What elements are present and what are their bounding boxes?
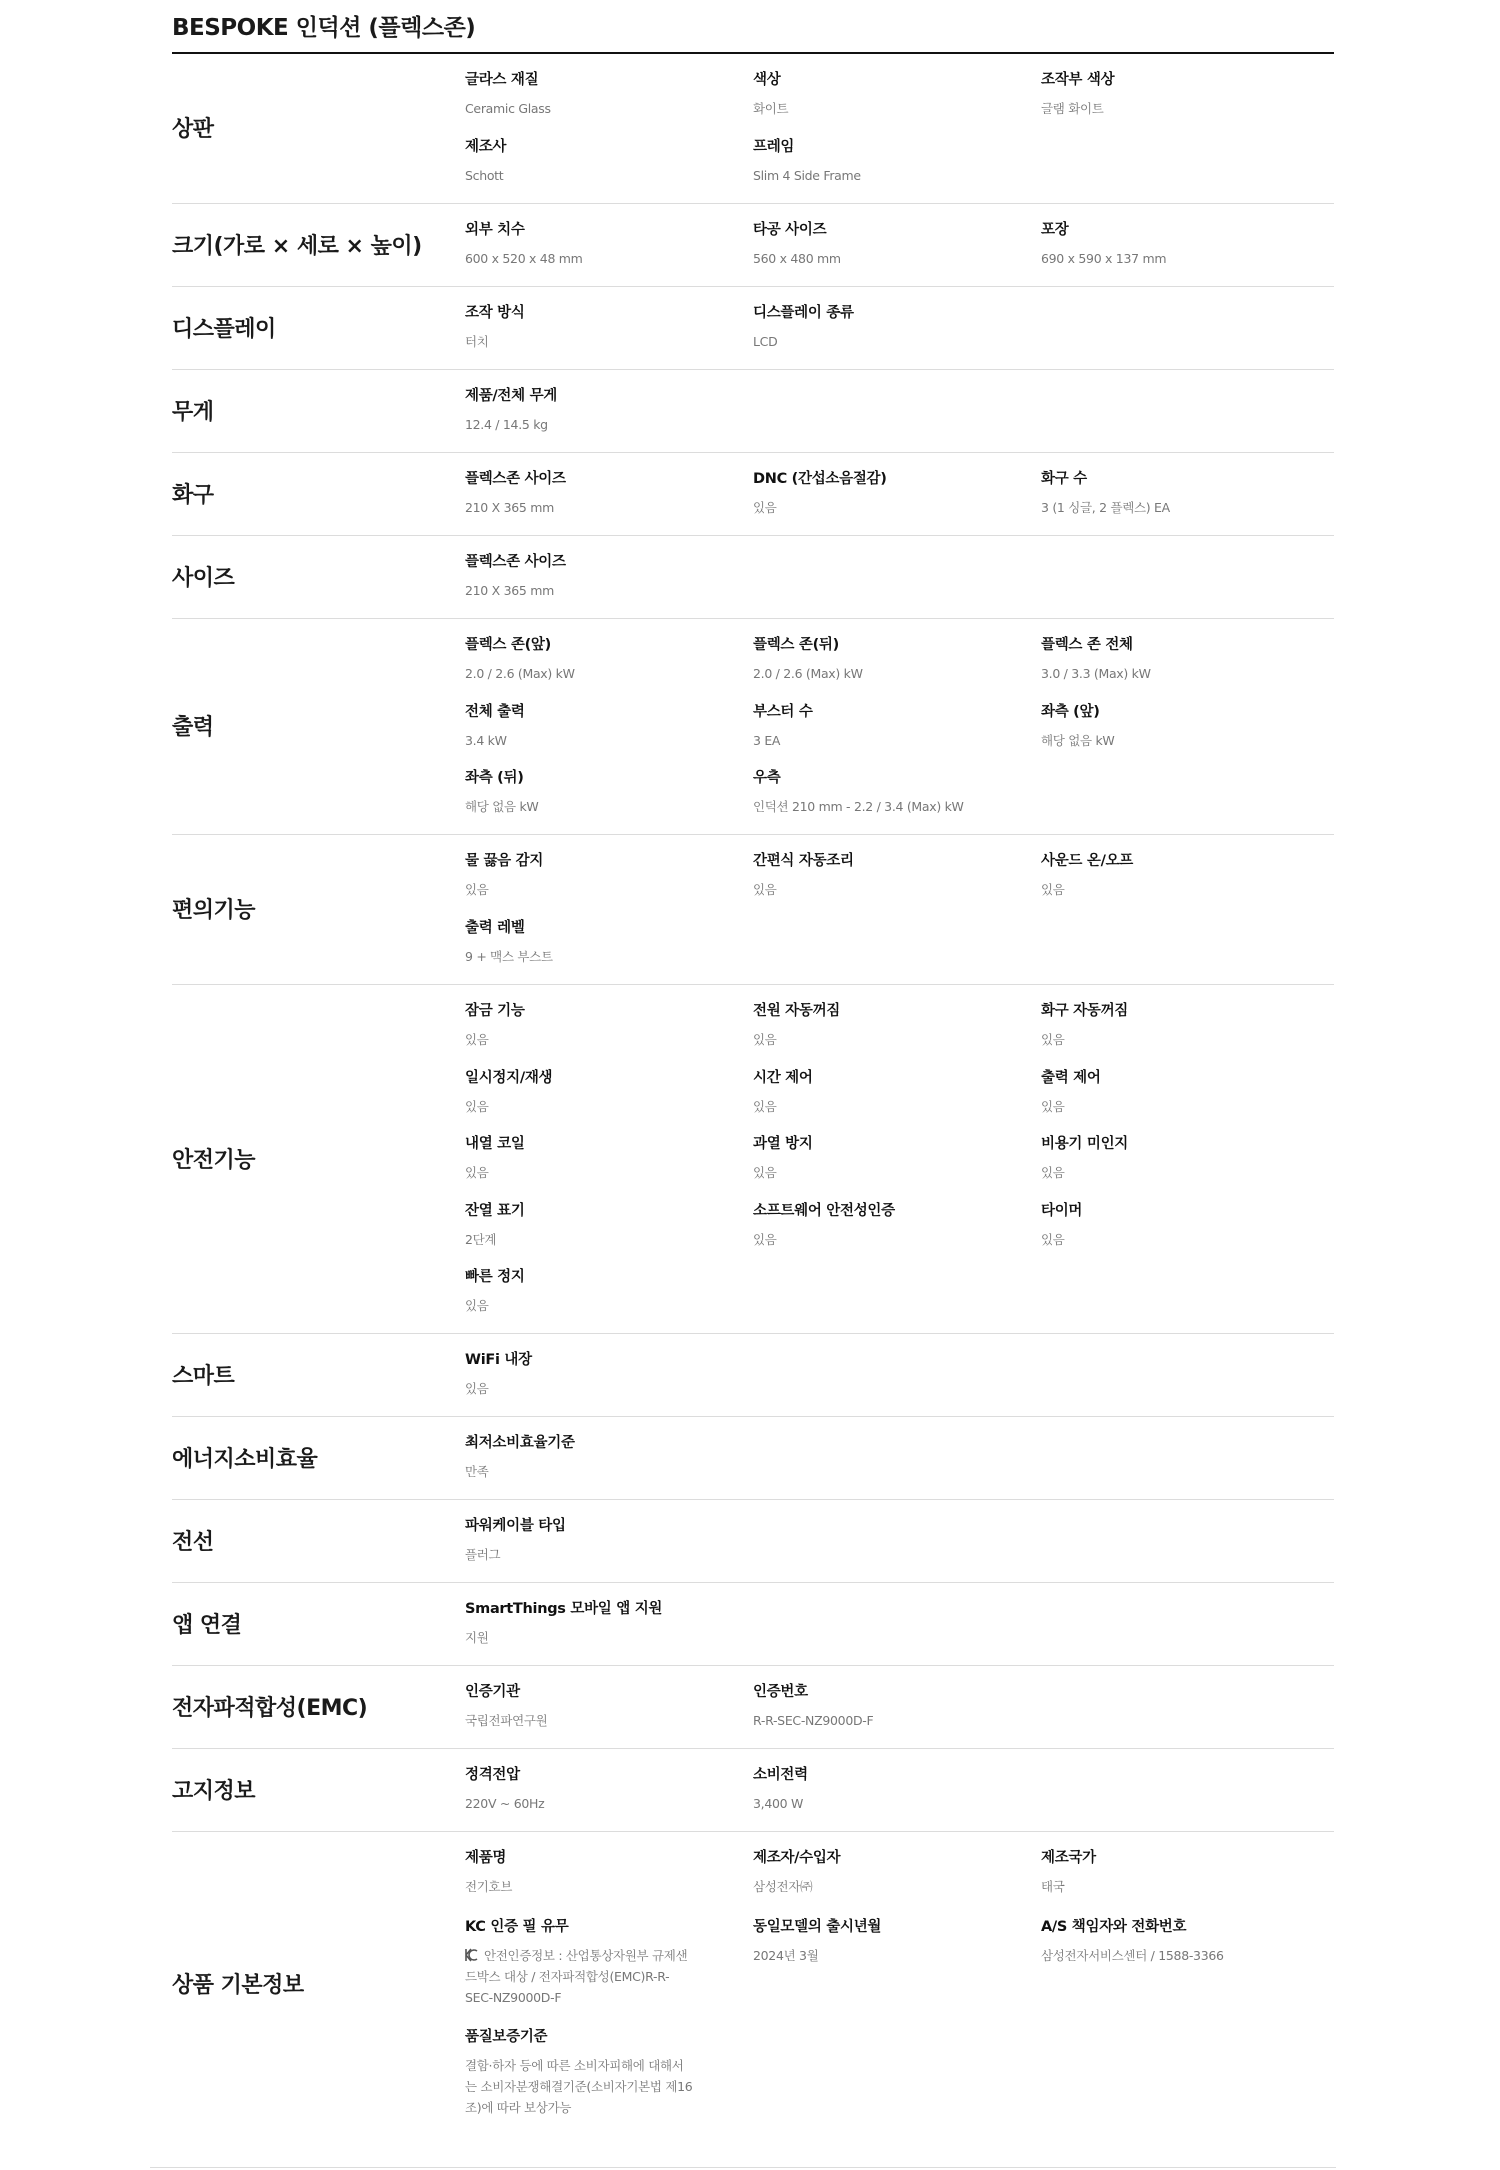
spec-name: 빠른 정지 <box>465 1269 525 1286</box>
spec-item <box>465 1765 753 1818</box>
spec-value: 있음 <box>465 882 489 897</box>
section-label: 화구 <box>172 482 214 508</box>
spec-value: 있음 <box>465 1381 489 1396</box>
spec-value: 있음 <box>753 1231 777 1247</box>
section-label: 상판 <box>172 117 214 142</box>
spec-item <box>1041 1917 1329 2014</box>
section-label: 출력 <box>172 715 214 740</box>
spec-item <box>465 1134 753 1187</box>
spec-value: 2단계 <box>465 1231 497 1247</box>
spec-item <box>1041 1134 1329 1187</box>
spec-item <box>753 137 1041 190</box>
spec-item <box>465 1267 753 1320</box>
section-label: 사이즈 <box>172 565 235 591</box>
spec-value: 210 X 365 mm <box>465 500 554 515</box>
spec-item <box>465 386 753 439</box>
spec-value: 9 + 맥스 부스트 <box>465 949 553 964</box>
spec-value: 플러그 <box>465 1547 501 1562</box>
spec-value: 있음 <box>465 1098 489 1114</box>
spec-name: 플렉스 존(뒤) <box>753 637 839 653</box>
spec-value: 3.4 kW <box>465 732 507 748</box>
spec-row <box>172 536 1334 619</box>
spec-name: 좌측 (뒤) <box>465 770 524 787</box>
section-label: 무게 <box>172 399 214 425</box>
spec-name: 잔열 표기 <box>465 1202 525 1219</box>
spec-item <box>465 1516 753 1569</box>
spec-value: 있음 <box>753 1032 777 1047</box>
spec-row <box>172 1832 1334 2137</box>
spec-item <box>753 303 1041 356</box>
spec-name: 타이머 <box>1041 1202 1083 1219</box>
spec-value: 690 x 590 x 137 mm <box>1041 251 1167 266</box>
spec-value: 있음 <box>753 882 777 897</box>
spec-value: 해당 없음 kW <box>1041 732 1115 748</box>
section-label: 에너지소비효율 <box>172 1446 318 1472</box>
spec-name: DNC (간섭소음절감) <box>753 471 887 487</box>
spec-name: 정격전압 <box>465 1767 520 1783</box>
spec-value: 있음 <box>1041 1231 1065 1247</box>
spec-item <box>465 1599 753 1652</box>
spec-value: 600 x 520 x 48 mm <box>465 251 583 266</box>
spec-name: 플렉스 존 전체 <box>1041 637 1133 653</box>
spec-grid <box>465 1583 1334 1665</box>
spec-grid <box>465 985 1334 1333</box>
spec-row <box>172 1666 1334 1749</box>
spec-item <box>465 220 753 273</box>
spec-name: A/S 책임자와 전화번호 <box>1041 1918 1187 1935</box>
spec-name: SmartThings 모바일 앱 지원 <box>465 1601 663 1617</box>
spec-grid <box>465 619 1334 834</box>
spec-row <box>172 204 1334 287</box>
spec-item <box>753 1068 1041 1121</box>
spec-row <box>172 1749 1334 1832</box>
spec-grid <box>465 204 1334 286</box>
spec-item <box>1041 469 1329 522</box>
spec-item <box>1041 635 1329 688</box>
spec-name: 제조자/수입자 <box>753 1850 841 1866</box>
section-label: 고지정보 <box>172 1778 256 1804</box>
section-label: 스마트 <box>172 1363 235 1389</box>
spec-row <box>172 287 1334 370</box>
spec-name: 내열 코일 <box>465 1136 525 1153</box>
spec-item <box>1041 1068 1329 1121</box>
spec-value: 2.0 / 2.6 (Max) kW <box>753 666 863 681</box>
spec-item <box>465 1350 753 1403</box>
spec-value: 3,400 W <box>753 1796 804 1811</box>
spec-value <box>465 1945 753 2008</box>
spec-item <box>465 635 753 688</box>
section-label: 상품 기본정보 <box>172 1973 304 1998</box>
spec-item <box>465 1433 753 1486</box>
spec-value: 있음 <box>1041 1165 1065 1181</box>
spec-grid <box>465 287 1334 369</box>
spec-value: 2.0 / 2.6 (Max) kW <box>465 666 575 681</box>
spec-name: 좌측 (앞) <box>1041 703 1100 720</box>
spec-value: Ceramic Glass <box>465 101 551 116</box>
spec-name: 타공 사이즈 <box>753 222 827 238</box>
page-title: BESPOKE 인덕션 (플렉스존) <box>172 2 1334 54</box>
spec-value: 있음 <box>1041 1098 1065 1114</box>
spec-name: 시간 제어 <box>753 1069 813 1086</box>
spec-name: 화구 자동꺼짐 <box>1041 1003 1128 1019</box>
spec-item <box>465 1001 753 1054</box>
spec-grid <box>465 1334 1334 1416</box>
spec-value: 210 X 365 mm <box>465 583 554 598</box>
spec-row <box>172 1417 1334 1500</box>
spec-value: 지원 <box>465 1630 489 1645</box>
spec-item <box>465 2027 753 2124</box>
spec-value: 560 x 480 mm <box>753 251 841 266</box>
spec-name: 플렉스 존(앞) <box>465 637 551 653</box>
spec-name: 부스터 수 <box>753 703 813 720</box>
section-label: 크기(가로 × 세로 × 높이) <box>172 233 422 259</box>
spec-item <box>753 1917 1041 2014</box>
spec-name: 파워케이블 타입 <box>465 1518 566 1534</box>
spec-grid <box>465 1749 1334 1831</box>
spec-value: 3 (1 싱글, 2 플렉스) EA <box>1041 500 1170 515</box>
spec-value: 12.4 / 14.5 kg <box>465 417 548 432</box>
spec-name: 외부 치수 <box>465 222 525 238</box>
spec-name: 일시정지/재생 <box>465 1069 553 1086</box>
spec-value: 있음 <box>753 500 777 515</box>
spec-grid <box>465 370 1334 452</box>
section-label: 전선 <box>172 1529 214 1555</box>
spec-item <box>753 851 1041 904</box>
spec-value: 만족 <box>465 1464 489 1479</box>
spec-name: 전원 자동꺼짐 <box>753 1003 840 1019</box>
spec-name: KC 인증 필 유무 <box>465 1918 569 1935</box>
spec-row <box>172 619 1334 835</box>
spec-name: 과열 방지 <box>753 1136 813 1153</box>
spec-value: 인덕션 210 mm - 2.2 / 3.4 (Max) kW <box>753 799 964 815</box>
spec-item <box>465 137 753 190</box>
spec-row <box>172 370 1334 453</box>
spec-row <box>172 1500 1334 1583</box>
spec-item <box>1041 220 1329 273</box>
spec-name: 제조국가 <box>1041 1850 1096 1866</box>
spec-value: 있음 <box>1041 1032 1065 1047</box>
spec-table <box>172 0 1334 2137</box>
section-label: 디스플레이 <box>172 316 276 342</box>
spec-item <box>465 768 753 821</box>
spec-name: 최저소비효율기준 <box>465 1435 575 1451</box>
spec-value: Schott <box>465 168 504 183</box>
spec-value: Slim 4 Side Frame <box>753 168 861 183</box>
spec-value: 있음 <box>753 1165 777 1181</box>
spec-grid <box>465 1832 1334 2137</box>
spec-value: 국립전파연구원 <box>465 1713 548 1728</box>
spec-item <box>753 1682 1041 1735</box>
spec-grid <box>465 835 1334 984</box>
spec-value: 있음 <box>1041 882 1065 897</box>
spec-item <box>465 702 753 755</box>
spec-name: 동일모델의 출시년월 <box>753 1918 882 1935</box>
spec-name: WiFi 내장 <box>465 1352 532 1368</box>
spec-item <box>465 1201 753 1254</box>
footer-divider <box>150 2167 1336 2168</box>
spec-name: 플렉스존 사이즈 <box>465 471 566 487</box>
spec-item <box>465 918 753 971</box>
spec-name: 포장 <box>1041 222 1069 238</box>
spec-grid <box>465 1417 1334 1499</box>
spec-value: R-R-SEC-NZ9000D-F <box>753 1713 874 1728</box>
spec-item <box>753 1001 1041 1054</box>
spec-row <box>172 54 1334 204</box>
spec-name: 품질보증기준 <box>465 2029 548 2046</box>
spec-item <box>1041 1848 1329 1903</box>
spec-value: 삼성전자서비스센터 / 1588-3366 <box>1041 1947 1224 1963</box>
spec-item <box>753 1848 1041 1903</box>
spec-name: 플렉스존 사이즈 <box>465 554 566 570</box>
spec-value: 태국 <box>1041 1879 1065 1894</box>
spec-item <box>1041 1201 1329 1254</box>
spec-item <box>753 1201 1041 1254</box>
spec-name: 디스플레이 종류 <box>753 305 854 321</box>
spec-value: LCD <box>753 334 778 349</box>
spec-name: 색상 <box>753 72 781 88</box>
spec-name: 제품/전체 무게 <box>465 388 557 404</box>
spec-row <box>172 835 1334 985</box>
spec-name: 비용기 미인지 <box>1041 1136 1128 1153</box>
section-label: 앱 연결 <box>172 1612 242 1638</box>
spec-item <box>753 702 1041 755</box>
spec-name: 우측 <box>753 770 781 787</box>
spec-value: 결함·하자 등에 따른 소비자피해에 대해서는 소비자분쟁해결기준(소비자기본법 제16조)에 따라 보상가능 <box>465 2058 693 2116</box>
spec-item <box>753 1134 1041 1187</box>
spec-row <box>172 985 1334 1334</box>
spec-item <box>465 70 753 123</box>
spec-name: 소프트웨어 안전성인증 <box>753 1202 895 1219</box>
spec-item <box>753 469 1041 522</box>
spec-name: 사운드 온/오프 <box>1041 853 1133 869</box>
spec-item <box>465 552 753 605</box>
spec-value: 있음 <box>465 1165 489 1181</box>
spec-name: 조작 방식 <box>465 305 525 321</box>
spec-value: 전기호브 <box>465 1879 513 1894</box>
spec-name: 소비전력 <box>753 1767 808 1783</box>
spec-name: 전체 출력 <box>465 703 525 720</box>
spec-item <box>753 1765 1041 1818</box>
spec-grid <box>465 536 1334 618</box>
spec-name: 간편식 자동조리 <box>753 853 854 869</box>
spec-name: 출력 레벨 <box>465 920 525 936</box>
spec-value: 3.0 / 3.3 (Max) kW <box>1041 666 1151 681</box>
spec-value: 글램 화이트 <box>1041 101 1104 116</box>
spec-value: 해당 없음 kW <box>465 799 539 815</box>
spec-item <box>465 303 753 356</box>
spec-grid <box>465 1500 1334 1582</box>
spec-value: 220V ~ 60Hz <box>465 1796 545 1811</box>
spec-item <box>1041 851 1329 904</box>
spec-value: 있음 <box>465 1032 489 1047</box>
spec-item <box>465 851 753 904</box>
spec-item <box>465 469 753 522</box>
spec-value: 화이트 <box>753 101 789 116</box>
spec-item <box>1041 1001 1329 1054</box>
spec-item <box>753 220 1041 273</box>
spec-item <box>753 70 1041 123</box>
spec-value: 2024년 3월 <box>753 1947 819 1963</box>
spec-name: 제품명 <box>465 1850 507 1866</box>
spec-grid <box>465 453 1334 535</box>
spec-row <box>172 1334 1334 1417</box>
spec-value: 있음 <box>465 1298 489 1314</box>
spec-item <box>465 1848 753 1903</box>
spec-name: 화구 수 <box>1041 471 1087 487</box>
spec-item <box>1041 70 1329 123</box>
spec-value: 터치 <box>465 334 489 349</box>
section-label: 편의기능 <box>172 898 256 923</box>
spec-value: 3 EA <box>753 732 781 748</box>
spec-row <box>172 453 1334 536</box>
spec-value: 삼성전자㈜ <box>753 1879 813 1894</box>
spec-name: 제조사 <box>465 139 507 155</box>
kc-mark-icon <box>465 1948 478 1962</box>
spec-name: 프레임 <box>753 139 795 155</box>
spec-row <box>172 1583 1334 1666</box>
kc-info-text: 안전인증정보 : 산업통상자원부 규제샌드박스 대상 / 전자파적합성(EMC)R-R-SEC-NZ9000D-F <box>465 1947 688 2005</box>
spec-item <box>753 768 1041 821</box>
spec-sections <box>172 54 1334 2137</box>
spec-name: 인증기관 <box>465 1684 520 1700</box>
spec-name: 잠금 기능 <box>465 1003 525 1019</box>
spec-item <box>465 1917 753 2014</box>
spec-name: 물 끓음 감지 <box>465 853 544 869</box>
section-label: 안전기능 <box>172 1147 256 1173</box>
spec-name: 출력 제어 <box>1041 1069 1101 1086</box>
spec-item <box>1041 702 1329 755</box>
spec-item <box>465 1682 753 1735</box>
spec-name: 글라스 재질 <box>465 72 539 88</box>
spec-name: 조작부 색상 <box>1041 72 1115 88</box>
section-label: 전자파적합성(EMC) <box>172 1695 368 1721</box>
spec-item <box>465 1068 753 1121</box>
spec-value: 있음 <box>753 1098 777 1114</box>
spec-grid <box>465 54 1334 203</box>
spec-grid <box>465 1666 1334 1748</box>
spec-item <box>753 635 1041 688</box>
spec-name: 인증번호 <box>753 1684 808 1700</box>
